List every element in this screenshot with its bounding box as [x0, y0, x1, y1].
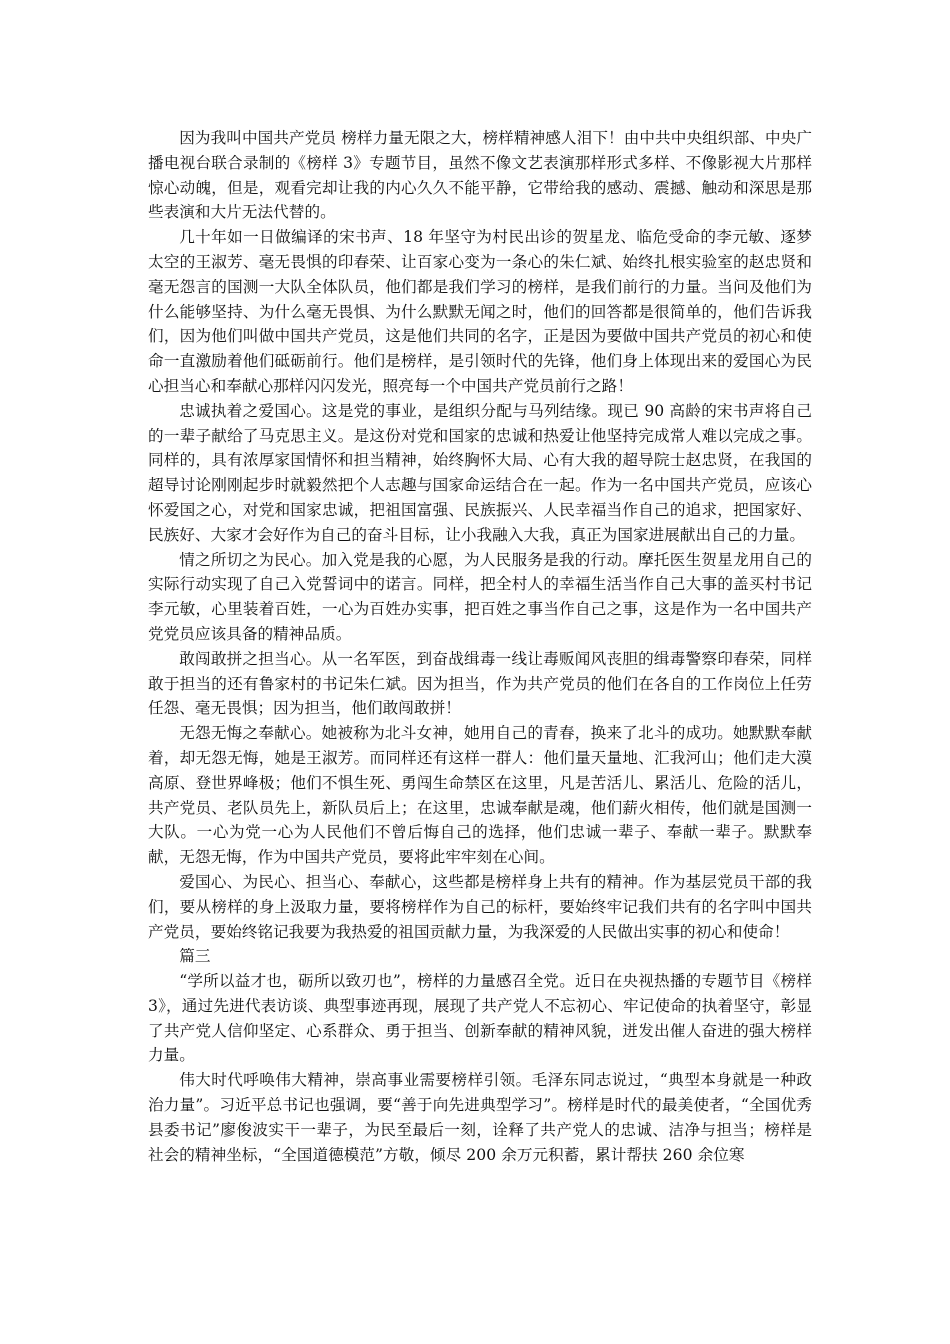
paragraph-dedication: 无怨无悔之奉献心。她被称为北斗女神，她用自己的青春，换来了北斗的成功。她默默奉献着，却无怨无悔，她是王淑芳。而同样还有这样一群人：他们量天量地、汇我河山；他们走大漠高原、登世界峰极；他们不惧生死、勇闯生命禁区在这里，凡是苦活儿、累活儿、危险的活儿，共产党员、老队员先上，新队员后上；在这里，忠诚奉献是魂，他们薪火相传，他们就是国测一大队。一心为党一心为人民他们不曾后悔自己的选择，他们忠诚一辈子、奉献一辈子。默默奉献，无怨无悔，作为中国共产党员，要将此牢牢刻在心间。: [148, 724, 812, 867]
paragraph-patriotism: 忠诚执着之爱国心。这是党的事业，是组织分配与马列结缘。现已 90 高龄的宋书声将自己的一辈子献给了马克思主义。是这份对党和国家的忠诚和热爱让他坚持完成常人难以完成之事。同样的，具有浓厚家国情怀和担当精神，始终胸怀大局、心有大我的超导院士赵忠贤，在我国的超导讨论刚刚起步时就毅然把个人志趣与国家命运结合在一起。作为一名中国共产党员，应该心怀爱国之心，对党和国家忠诚，把祖国富强、民族振兴、人民幸福当作自己的追求，把国家好、民族好、大家才会好作为自己的奋斗目标，让小我融入大我，真正为国家进展献出自己的力量。: [148, 401, 812, 544]
paragraph-responsibility: 敢闯敢拼之担当心。从一名军医，到奋战缉毒一线让毒贩闻风丧胆的缉毒警察印春荣，同样敢于担当的还有鲁家村的书记朱仁斌。因为担当，作为共产党员的他们在各自的工作岗位上任劳任怨、毫无畏惧；因为担当，他们敢闯敢拼！: [148, 649, 812, 718]
paragraph-people: 情之所切之为民心。加入党是我的心愿，为人民服务是我的行动。摩托医生贺星龙用自己的实际行动实现了自己入党誓词中的诺言。同样，把全村人的幸福生活当作自己大事的盖买村书记李元敏，心里装着百姓，一心为百姓办实事，把百姓之事当作自己之事，这是作为一名中国共产党党员应该具备的精神品质。: [148, 550, 812, 643]
paragraph-intro: 因为我叫中国共产党员 榜样力量无限之大，榜样精神感人泪下！由中共中央组织部、中央广播电视台联合录制的《榜样 3》专题节目，虽然不像文艺表演那样形式多样、不像影视大片那样惊心动魄，但是，观看完却让我的内心久久不能平静，它带给我的感动、震撼、触动和深思是那些表演和大片无法代替的。: [148, 129, 812, 222]
paragraph-section3-body: 伟大时代呼唤伟大精神，崇高事业需要榜样引领。毛泽东同志说过，“典型本身就是一种政治力量”。习近平总书记也强调，要“善于向先进典型学习”。榜样是时代的最美使者，“全国优秀县委书记”廖俊波实干一辈子，为民至最后一刻，诠释了共产党人的忠诚、洁净与担当；榜样是社会的精神坐标，“全国道德模范”方敬，倾尽 200 余万元积蓄，累计帮扶 260 余位寒: [148, 1071, 812, 1164]
paragraph-conclusion: 爱国心、为民心、担当心、奉献心，这些都是榜样身上共有的精神。作为基层党员干部的我们，要从榜样的身上汲取力量，要将榜样作为自己的标杆，要始终牢记我们共有的名字叫中国共产党员，要始终铭记我要为我热爱的祖国贡献力量，为我深爱的人民做出实事的初心和使命！: [148, 872, 812, 941]
document-body: [148, 126, 812, 1167]
section-heading: 篇三: [179, 947, 211, 966]
paragraph-role-models: 几十年如一日做编译的宋书声、18 年坚守为村民出诊的贺星龙、临危受命的李元敏、逐梦太空的王淑芳、毫无畏惧的印春荣、让百家心变为一条心的朱仁斌、始终扎根实验室的赵忠贤和毫无怨言的国测一大队全体队员，他们都是我们学习的榜样，是我们前行的力量。当问及他们为什么能够坚持、为什么毫无畏惧、为什么默默无闻之时，他们的回答都是很简单的，他们告诉我们，因为他们叫做中国共产党员，这是他们共同的名字，正是因为要做中国共产党员的初心和使命一直激励着他们砥砺前行。他们是榜样，是引领时代的先锋，他们身上体现出来的爱国心为民心担当心和奉献心那样闪闪发光，照亮每一个中国共产党员前行之路！: [148, 228, 812, 395]
paragraph-section3-intro: “学所以益才也，砺所以致刃也”，榜样的力量感召全党。近日在央视热播的专题节目《榜样 3》，通过先进代表访谈、典型事迹再现，展现了共产党人不忘初心、牢记使命的执着坚守，彰显了共产党人信仰坚定、心系群众、勇于担当、创新奉献的精神风貌，迸发出催人奋进的强大榜样力量。: [148, 972, 812, 1065]
